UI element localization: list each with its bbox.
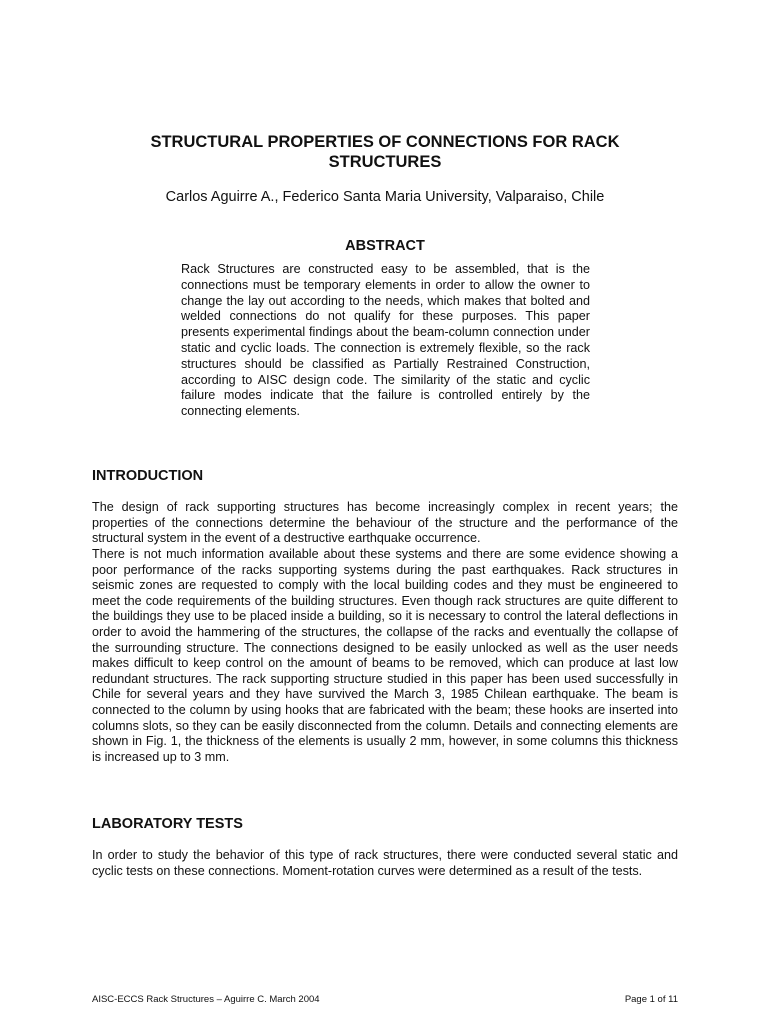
author-line: Carlos Aguirre A., Federico Santa Maria University, Valparaiso, Chile <box>165 189 605 205</box>
abstract-heading: ABSTRACT <box>345 238 425 254</box>
footer-citation: AISC-ECCS Rack Structures – Aguirre C. March 2004 <box>92 994 320 1005</box>
footer-page-number: Page 1 of 11 <box>624 994 678 1005</box>
abstract-text: Rack Structures are constructed easy to be assembled, that is the connections must be temporary elements in order to allow the owner to change the lay out according to the needs, which makes that bolted and welded connections do not qualify for these purposes. This paper presents experimental findings about the beam-column connection under static and cyclic loads. The connection is extremely flexible, so the rack structures should be classified as Partially Restrained Construction, according to AISC design code. The similarity of the static and cyclic failure modes indicate that the failure is controlled entirely by the connecting elements. <box>181 262 590 419</box>
laboratory-tests-paragraph-1: In order to study the behavior of this type of rack structures, there were conducted several static and cyclic tests on these connections. Moment-rotation curves were determined as a result of the tests. <box>92 848 678 878</box>
introduction-paragraph-1: The design of rack supporting structures has become increasingly complex in recent years; the properties of the connections determine the behaviour of the structure and the performance of the structural system in the event of a destructive earthquake occurrence. <box>92 500 678 546</box>
laboratory-tests-heading: LABORATORY TESTS <box>92 816 243 832</box>
introduction-heading: INTRODUCTION <box>92 468 204 484</box>
introduction-paragraph-2: There is not much information available about these systems and there are some evidence showing a poor performance of the racks supporting systems during the past earthquakes. Rack structures in seismic zones are requested to comply with the local building codes and they must be engineered to meet the code requirements of the building structures. Even though rack structures are quite different to the buildings they use to be placed inside a building, so it is necessary to control the lateral deflections in order to avoid the hammering of the structures, the collapse of the racks and eventually the collapse of the surrounding structure. The connections designed to be easily unlocked as well as the user needs makes difficult to keep control on the amount of beams to be removed, which can produce at last low redundant structures. The rack supporting structure studied in this paper has been used successfully in Chile for several years and they have survived the March 3, 1985 Chilean earthquake. The beam is connected to the column by using hooks that are fabricated with the beam; these hooks are inserted into columns slots, so they can be easily disconnected from the column. Details and connecting elements are shown in Fig. 1, the thickness of the elements is usually 2 mm, however, in some columns this thickness is increased up to 3 mm. <box>92 547 678 764</box>
paper-title: STRUCTURAL PROPERTIES OF CONNECTIONS FOR RACK STRUCTURES <box>150 133 620 171</box>
